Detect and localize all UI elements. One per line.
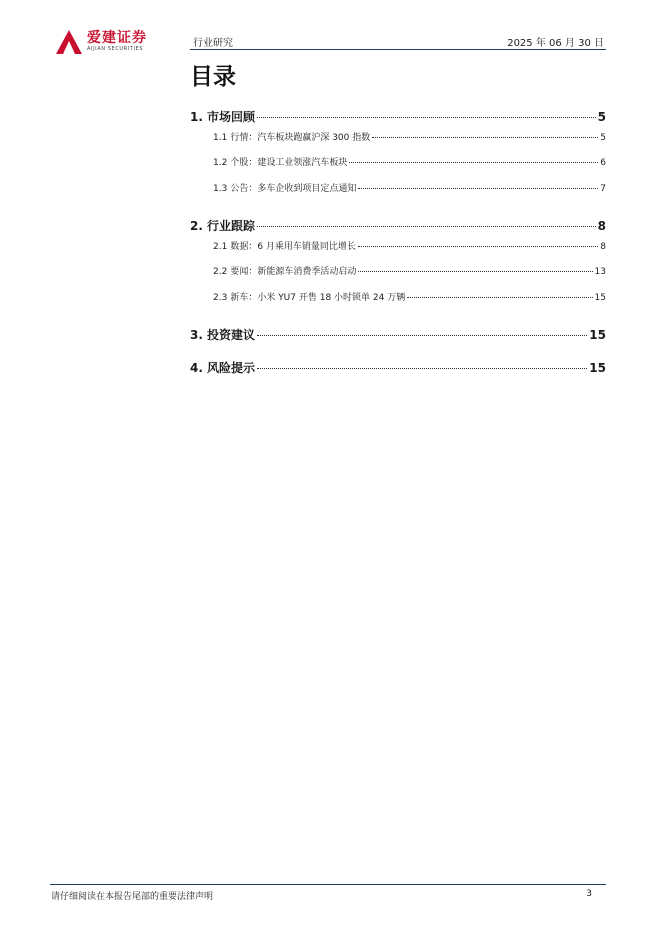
- toc-entry-2[interactable]: [190, 217, 606, 234]
- legal-disclaimer: 请仔细阅读在本报告尾部的重要法律声明: [51, 892, 214, 902]
- aijian-logo-icon: [56, 30, 82, 54]
- toc-entry-number: 3.: [190, 328, 203, 342]
- company-logo: [56, 30, 147, 54]
- toc-entry-number: 1.1: [213, 133, 228, 143]
- toc-entry-label: 公告：多车企收到项目定点通知: [230, 184, 357, 194]
- toc-entry-1-2[interactable]: [213, 155, 606, 168]
- toc-entry-label: 数据：6 月乘用车销量同比增长: [230, 242, 356, 252]
- page-number: 3: [586, 889, 592, 899]
- toc-entry-page: 8: [600, 242, 606, 252]
- toc-leader-dots: [407, 297, 592, 298]
- toc-leader-dots: [358, 246, 598, 247]
- toc-leader-dots: [257, 368, 587, 369]
- toc-entry-page: 8: [597, 219, 606, 233]
- logo-english-text: AIJIAN SECURITIES: [87, 46, 144, 52]
- toc-entry-page: 5: [600, 133, 606, 143]
- toc-entry-number: 2.1: [213, 242, 228, 252]
- toc-entry-label: 要闻：新能源车消费季活动启动: [230, 267, 357, 277]
- toc-entry-4[interactable]: [190, 359, 606, 376]
- toc-entry-page: 13: [594, 267, 606, 277]
- toc-entry-page: 15: [589, 328, 606, 342]
- toc-entry-number: 1.3: [213, 184, 228, 194]
- toc-entry-number: 2.: [190, 219, 203, 233]
- toc-entry-number: 4.: [190, 361, 203, 375]
- toc-entry-number: 1.2: [213, 158, 228, 168]
- toc-entry-1-3[interactable]: [213, 181, 606, 194]
- toc-entry-page: 15: [594, 293, 606, 303]
- footer-divider: [50, 884, 606, 885]
- toc-entry-label: 个股：建设工业领涨汽车板块: [230, 158, 348, 168]
- toc-entry-number: 1.: [190, 110, 203, 124]
- report-category: 行业研究: [193, 38, 233, 49]
- report-date: 2025 年 06 月 30 日: [507, 38, 604, 49]
- toc-entry-2-2[interactable]: [213, 264, 606, 277]
- toc-entry-page: 15: [589, 361, 606, 375]
- toc-entry-number: 2.3: [213, 293, 228, 303]
- toc-leader-dots: [358, 188, 598, 189]
- toc-entry-label: 新车：小米 YU7 开售 18 小时锁单 24 万辆: [230, 293, 406, 303]
- toc-entry-number: 2.2: [213, 267, 228, 277]
- toc-entry-2-1[interactable]: [213, 239, 606, 252]
- toc-leader-dots: [257, 335, 587, 336]
- toc-entry-page: 6: [600, 158, 606, 168]
- logo-chinese-text: 爱建证券: [87, 30, 147, 46]
- toc-entry-1-1[interactable]: [213, 130, 606, 143]
- toc-entry-label: 风险提示: [207, 361, 256, 375]
- toc-entry-label: 市场回顾: [207, 110, 256, 124]
- header-divider: [190, 49, 606, 50]
- toc-entry-label: 投资建议: [207, 328, 256, 342]
- toc-leader-dots: [257, 117, 596, 118]
- toc-entry-label: 行情：汽车板块跑赢沪深 300 指数: [230, 133, 371, 143]
- toc-leader-dots: [349, 162, 598, 163]
- toc-entry-3[interactable]: [190, 326, 606, 343]
- toc-entry-label: 行业跟踪: [207, 219, 256, 233]
- toc-entry-page: 5: [597, 110, 606, 124]
- toc-leader-dots: [372, 137, 598, 138]
- toc-leader-dots: [257, 226, 596, 227]
- toc-leader-dots: [358, 271, 592, 272]
- toc-title: 目录: [190, 64, 236, 90]
- toc-entry-page: 7: [600, 184, 606, 194]
- toc-entry-2-3[interactable]: [213, 290, 606, 303]
- toc-entry-1[interactable]: [190, 108, 606, 125]
